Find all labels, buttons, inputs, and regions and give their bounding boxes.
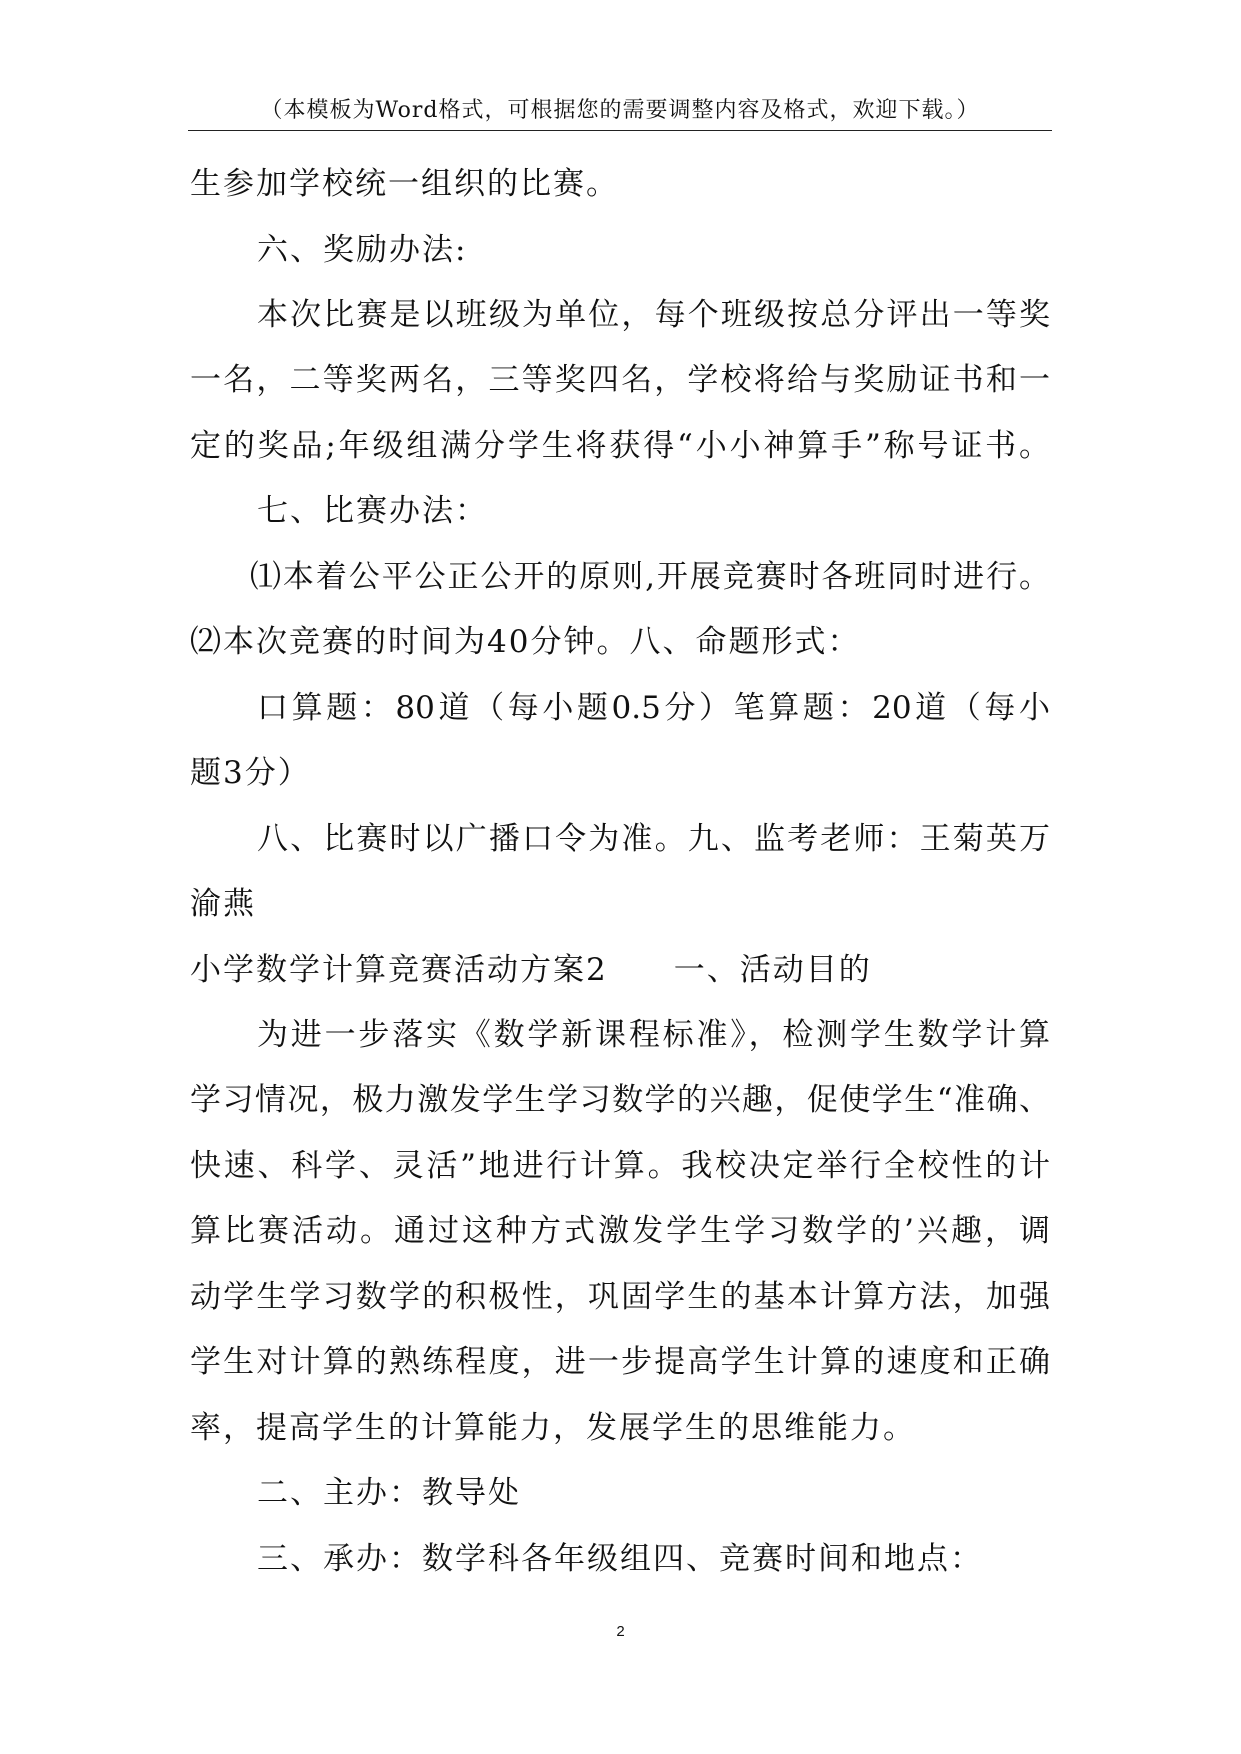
text-line: 题3分） (190, 755, 311, 791)
text-line: 一名，二等奖两名，三等奖四名，学校将给与奖励证书和一 (190, 362, 1050, 398)
text-line: 为进一步落实《数学新课程标准》，检测学生数学计算 (257, 1017, 1050, 1053)
text-line: 算比赛活动。通过这种方式激发学生学习数学的’兴趣，调 (190, 1213, 1050, 1249)
text-line: 本次比赛是以班级为单位，每个班级按总分评出一等奖 (257, 297, 1050, 333)
text-line: 八、比赛时以广播口令为准。九、监考老师：王菊英万 (257, 821, 1050, 857)
section-heading: 六、奖励办法: (257, 232, 468, 268)
text-line: 快速、科学、灵活”地进行计算。我校决定举行全校性的计 (190, 1148, 1050, 1184)
text-line: 率，提高学生的计算能力，发展学生的思维能力。 (190, 1410, 916, 1446)
section-heading: 七、比赛办法： (257, 493, 488, 529)
text-line: ⑴本着公平公正公开的原则,开展竞赛时各班同时进行。 (250, 559, 1050, 595)
text-line: 定的奖品;年级组满分学生将获得“小小神算手”称号证书。 (190, 428, 1050, 464)
text-line: 生参加学校统一组织的比赛。 (190, 166, 619, 202)
document-title-line: 小学数学计算竞赛活动方案2 一、活动目的 (190, 952, 872, 988)
text-line: 学习情况，极力激发学生学习数学的兴趣，促使学生“准确、 (190, 1082, 1050, 1118)
text-line: ⑵本次竞赛的时间为40分钟。八、命题形式： (190, 624, 861, 660)
text-line: 渝燕 (190, 886, 256, 922)
header-rule (188, 130, 1052, 131)
section-heading: 三、承办：数学科各年级组四、竞赛时间和地点： (257, 1541, 983, 1577)
text-line: 动学生学习数学的积极性，巩固学生的基本计算方法，加强 (190, 1279, 1050, 1315)
text-line: 学生对计算的熟练程度，进一步提高学生计算的速度和正确 (190, 1344, 1050, 1380)
page-number: 2 (616, 1623, 625, 1640)
text-line: 口算题：80道（每小题0.5分）笔算题：20道（每小 (257, 690, 1050, 726)
page-header-note: （本模板为Word格式，可根据您的需要调整内容及格式，欢迎下载。） (260, 98, 980, 123)
section-heading: 二、主办：教导处 (257, 1475, 521, 1511)
